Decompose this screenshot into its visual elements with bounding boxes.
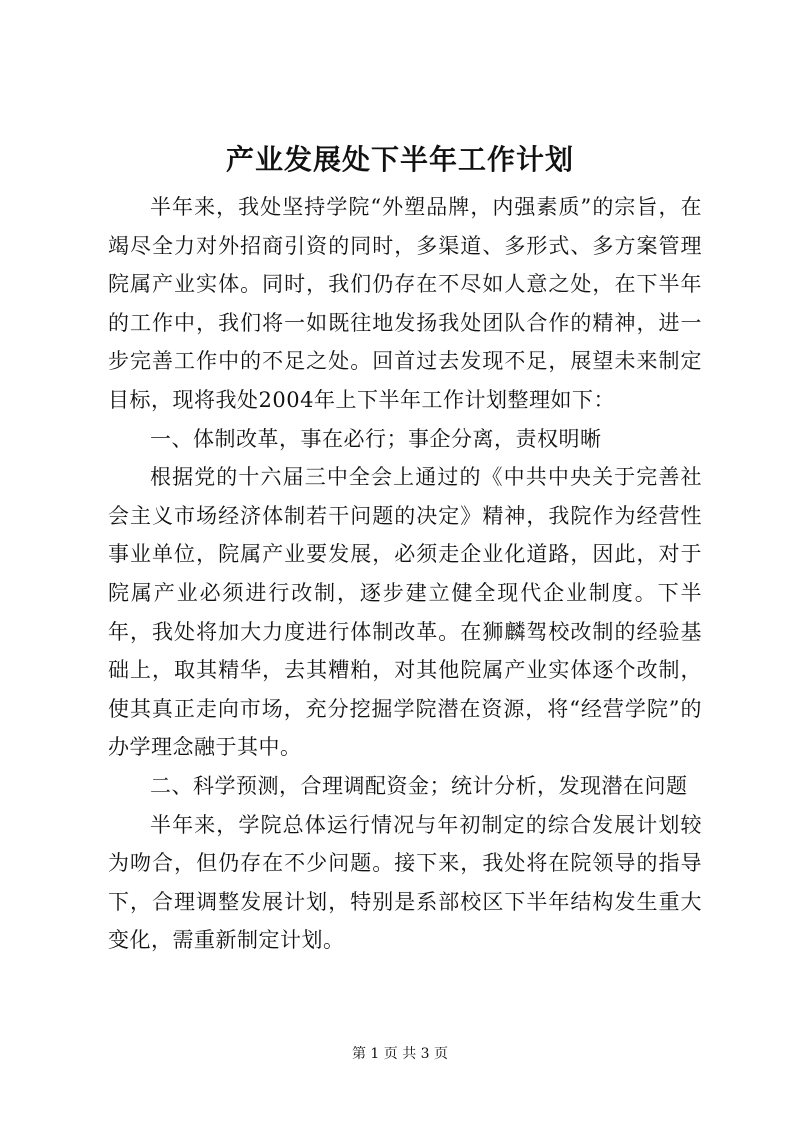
paragraph-intro: 半年来，我处坚持学院“外塑品牌，内强素质”的宗旨，在竭尽全力对外招商引资的同时，多渠道、多形式、多方案管理院属产业实体。同时，我们仍存在不尽如人意之处，在下半年的工作中，我们将一如既往地发扬我处团队合作的精神，进一步完善工作中的不足之处。回首过去发现不足，展望未来制定目标，现将我处2004年上下半年工作计划整理如下： xyxy=(108,195,702,412)
paragraph-section-1: 根据党的十六届三中全会上通过的《中共中央关于完善社会主义市场经济体制若干问题的决定》精神，我院作为经营性事业单位，院属产业要发展，必须走企业化道路，因此，对于院属产业必须进行改制，逐步建立健全现代企业制度。下半年，我处将加大力度进行体制改革。在狮麟驾校改制的经验基础上，取其精华，去其糟粕，对其他院属产业实体逐个改制，使其真正走向市场，充分挖掘学院潜在资源，将“经营学院”的办学理念融于其中。 xyxy=(108,465,702,760)
paragraph-section-2: 半年来，学院总体运行情况与年初制定的综合发展计划较为吻合，但仍存在不少问题。接下来，我处将在院领导的指导下，合理调整发展计划，特别是系部校区下半年结构发生重大变化，需重新制定计划。 xyxy=(108,812,702,953)
section-heading-1: 一、体制改革，事在必行；事企分离，责权明晰 xyxy=(150,426,602,451)
document-body xyxy=(108,188,702,960)
section-heading-2: 二、科学预测，合理调配资金；统计分析，发现潜在问题 xyxy=(150,773,688,798)
page-footer: 第 1 页 共 3 页 xyxy=(351,1046,449,1062)
document-title: 产业发展处下半年工作计划 xyxy=(225,143,574,176)
